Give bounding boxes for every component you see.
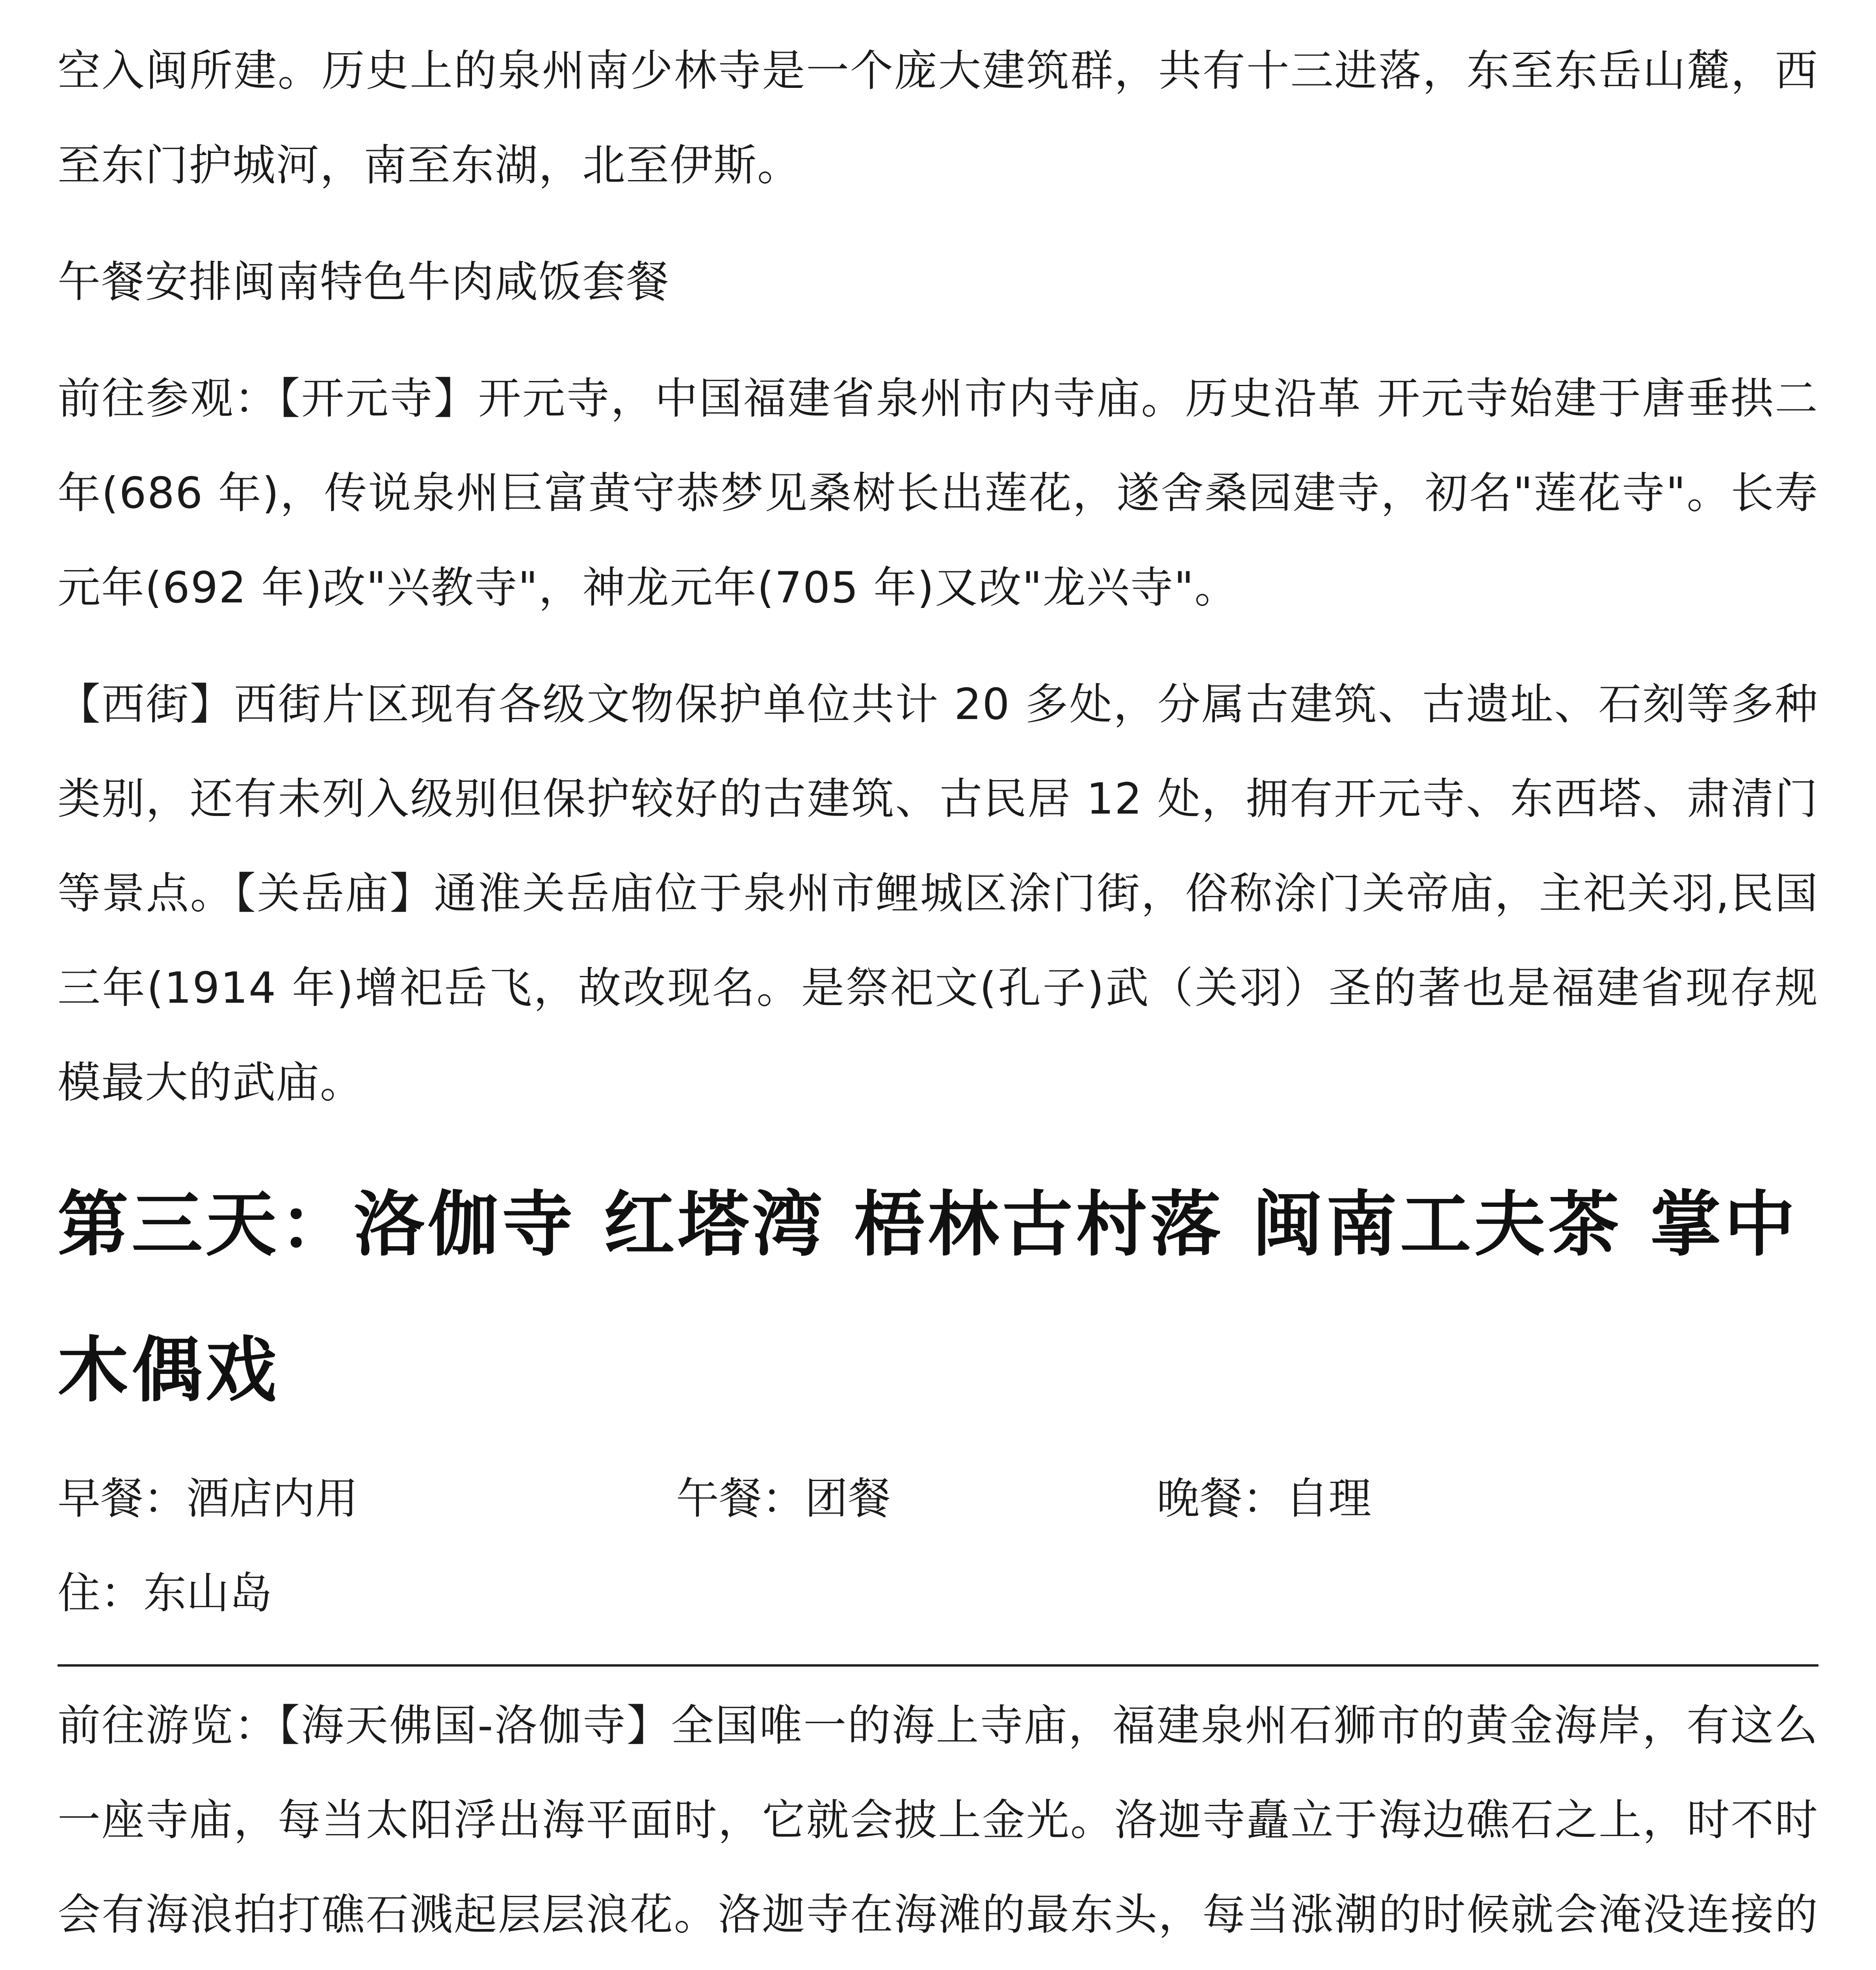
- lodging-info: 住：东山岛: [58, 1568, 272, 1618]
- kaiyuan-temple-paragraph: 前往参观：【开元寺】开元寺，中国福建省泉州市内寺庙。历史沿革 开元寺始建于唐垂拱二年(686 年)，传说泉州巨富黄守恭梦见桑树长出莲花，遂舍桑园建寺，初名"莲花寺"。长寿元年(692 年)改"兴教寺"，神龙元年(705 年)又改"龙兴寺"。: [58, 374, 1818, 613]
- meal-row: [58, 1451, 1818, 1546]
- breakfast-info: 早餐：酒店内用: [58, 1474, 358, 1524]
- section-divider: [58, 1664, 1818, 1667]
- lunch-info: 午餐：团餐: [676, 1474, 891, 1524]
- west-street-paragraph: 【西街】西街片区现有各级文物保护单位共计 20 多处，分属古建筑、古遗址、石刻等多种类别，还有未列入级别但保护较好的古建筑、古民居 12 处，拥有开元寺、东西塔、肃清门等景点。【关岳庙】通淮关岳庙位于泉州市鲤城区涂门街，俗称涂门关帝庙，主祀关羽,民国三年(1914 年)增祀岳飞，故改现名。是祭祀文(孔子)武（关羽）圣的著也是福建省现存规模最大的武庙。: [58, 679, 1818, 1108]
- luojia-temple-paragraph: 前往游览：【海天佛国-洛伽寺】全国唯一的海上寺庙，福建泉州石狮市的黄金海岸，有这么一座寺庙，每当太阳浮出海平面时，它就会披上金光。洛迦寺矗立于海边礁石之上，时不时会有海浪拍打礁石溅起层层浪花。洛迦寺在海滩的最东头，每当涨潮的时候就会淹没连接的: [58, 1701, 1818, 1940]
- document-page: [58, 24, 1818, 1970]
- lunch-paragraph: 午餐安排闽南特色牛肉咸饭套餐: [58, 257, 670, 307]
- dinner-info: 晚餐：自理: [1157, 1474, 1371, 1524]
- day3-heading: 第三天：洛伽寺 红塔湾 梧林古村落 闽南工夫茶 掌中木偶戏: [58, 1184, 1798, 1412]
- temple-paragraph: 空入闽所建。历史上的泉州南少林寺是一个庞大建筑群，共有十三进落，东至东岳山麓，西至东门护城河，南至东湖，北至伊斯。: [58, 46, 1818, 190]
